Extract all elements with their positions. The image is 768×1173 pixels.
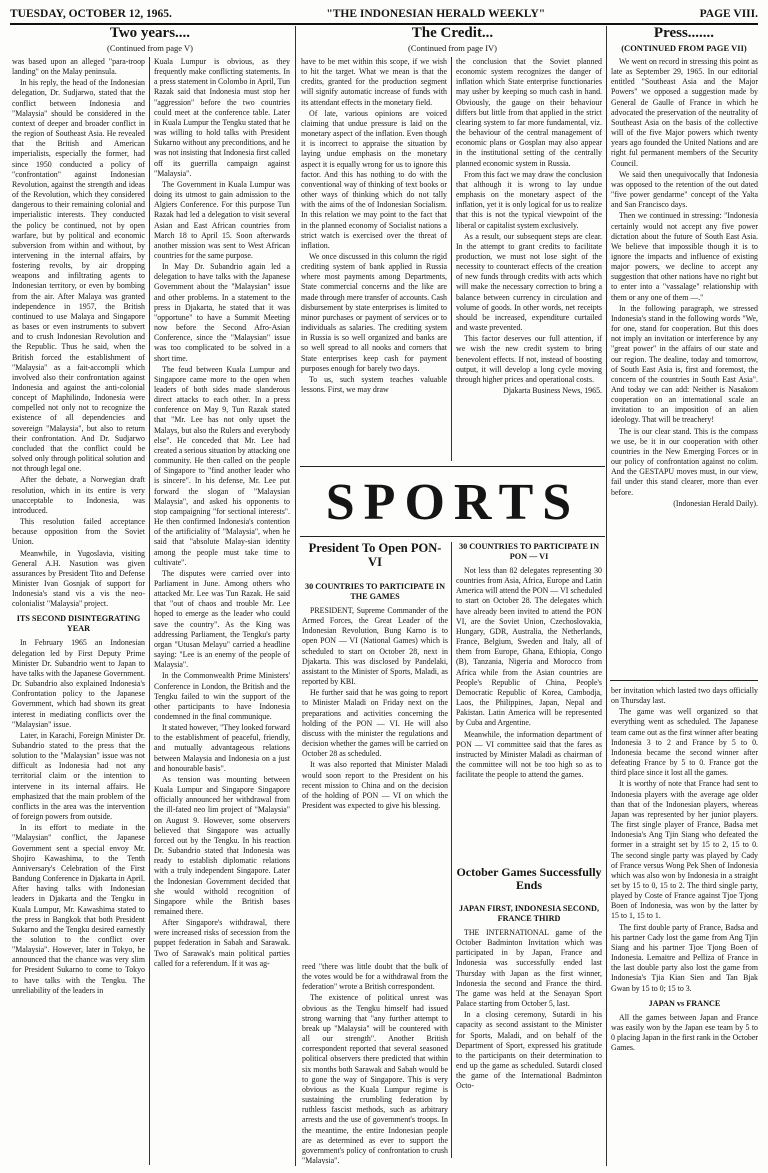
article-paragraph: Meanwhile, in Yugoslavia, visiting General A.H. Nasution was given assurances by President Tito and Defense Minister Ivan Gosnjak of support for Indonesia's stand vis a vis the neo-colonialist "Malaysia" project.: [12, 548, 145, 609]
article-paragraph: In February 1965 an Indonesian delegation led by First Deputy Prime Minister Dr. Subandrio went to Japan to have talks with the Japanese Government. Dr. Subandrio also explained Indonesia's Confrontation policy to the Japanese Government, which had shown its great interest in mediating conflicts over the "Malaysian" issue.: [12, 638, 145, 729]
article-paragraph: have to be met within this scope, if we wish to hit the target. What we mean is that the credits, granted for the production segment will signify automatic increase of funds with its attendant effects in the monetary field.: [301, 57, 447, 107]
article-paragraph: In its effort to mediate in the "Malaysian" conflict, the Japanese Government sent a special envoy Mr. Shojiro Kawashima, to the Tenth Anniversary's Celebration of the First Bandung Conference in Djakarta in April. After having talks with Indonesian leaders in Djakarta and the Tengku in Kuala Lumpur, Mr. Kawashima stated to the press in Bangkok that both President Sukarno and the Tengku desired earnestly the solution to the conflict over "Malaysia". However, later in Tokyo, he announced that the chance was very slim for President Sukarno to come to Tokyo to have talks with the Tengku. The unreliability of the leaders in: [12, 823, 145, 995]
credit-source: Djakarta Business News, 1965.: [503, 386, 602, 395]
article-paragraph: ber invitation which lasted two days officially on Thursday last.: [611, 686, 758, 706]
sports-top-rule: [300, 466, 605, 467]
article-paragraph: Later, in Karachi, Foreign Minister Dr. Subandrio stated to the press that the solution to the "Malaysian" issue was not difficult as Indonesia had not any territorial claim or the intention to intervene in its internal affairs. He emphasized that the main problem of the conflicts in the area was the intervention of foreign powers from outside.: [12, 730, 145, 822]
article-paragraph: Kuala Lumpur is obvious, as they frequently make conflicting statements. In a press statement in Colombo in April, Tun Razak said that Indonesia must stop her "aggression" before the two countries could meet at the conference table. Later in Kuala Lumpur the Tengku stated that he was willing to hold talks with President Sukarno without any preconditions, and he was not insisting that Indonesia first called off its guerrilla campaign against "Malaysia".: [154, 57, 290, 178]
article-paragraph: In May Dr. Subandrio again led a delegation to have talks with the Japanese Government about the "Malaysian" issue and other problems. In a statement to the press in Djakarta, he stated that it was "opportune" to have a Summit Meeting now before the Second Afro-Asian Conference, since the "Malaysian" issue was too complicated to be solved in a short time.: [154, 262, 290, 363]
article-paragraph: The first double party of France, Badsa and his partner Cady lost the game from Ang Tjin Siang and his partner Tjoe Tjong Boen of Indonesia. Lemaitre and Pelliza of France in the last double party also lost the game from Indonesia's Tjia Kian Sien and Tan Bjak Gwan by 15 to 0; 15 to 3.: [611, 922, 758, 993]
press-column: [611, 57, 758, 677]
column-divider: [451, 542, 452, 1158]
article-paragraph: the conclusion that the Soviet planned economic system recognizes the danger of inflation which State enterprise functionaries may usher by keeping so much cash in hand. Obviously, the gauge on their behaviour differs but little from that applied in the strict clearing system to far more fundamental, viz. the behaviour of the central management of economic plans or Gosplan may also appear in the institutional setting of the centrally planned economic system in Russia.: [456, 57, 602, 168]
masthead-date: TUESDAY, OCTOBER 12, 1965.: [10, 8, 172, 20]
article-paragraph: The game was well organized so that everything went as scheduled. The Japanese team came out as the first winner after beating Indonesia 3 to 2 and France by 5 to 0. Indonesia became the second winner after defeating France by 5 to 0. France got the third place since it lost all the games.: [611, 707, 758, 778]
article-paragraph: THE INTERNATIONAL game of the October Badminton Invitation which was participated in by Japan, France and Indonesia was successfully ended last Thursday with Japan as the first winner, Indonesia the second and France the third. The game was held at the Senayan Sport Palace starting from October 5, last.: [456, 928, 602, 1009]
article-paragraph: In the following paragraph, we stressed Indonesia's stand in the following words "We, for one, stand for cooperation. But this does not imply an invitation or interference by any "great power" in the affairs of our state and our region. The dealine, today and tomorrow, of South East Asia is, first and foremost, the concern of the countries in South East Asia". And today we can add: Neither is Nasakom cooperation on an international scale an invitation to an imposition of an alien ideology. That will be treachery!: [611, 303, 758, 425]
column-divider: [606, 26, 607, 1166]
japan-vs-france-heading: JAPAN vs FRANCE: [648, 998, 721, 1008]
article-paragraph: The Government in Kuala Lumpur was doing its utmost to gain admission to the Algiers Conference. For this purpose Tun Razak had led a delegation to visit several Asian and East African countries from March 18 to April 15. Soon afterwards another mission was sent to West African countries for the same purpose.: [154, 179, 290, 260]
pon-vi-headline: President To Open PON-VI: [308, 541, 442, 569]
sports-bottom-rule: [300, 536, 605, 537]
pon-vi-countries-heading: 30 COUNTRIES TO PARTICIPATE IN PON — VI: [459, 542, 599, 561]
credit-column-2: [456, 57, 602, 461]
masthead: [10, 6, 758, 22]
pon-vi-subheading: 30 COUNTRIES TO PARTICIPATE IN THE GAMES: [305, 582, 445, 601]
article-paragraph: As tension was mounting between Kuala Lumpur and Singapore Singapore officially announced her withdrawal from the ill-fated neo lim project of "Malaysia" on August 9. However, some observers believed that Singapore was actually forced out by the Tengku. In his reaction Dr. Subandrio stated that Indonesia was ready to establish diplomatic relations with a truly independent Singapore. Later the Indonesian Government decided that she would withold recognition of Singapore while the British bases remained there.: [154, 774, 290, 916]
article-paragraph: This resolution failed acceptance because opposition from the Soviet Union.: [12, 517, 145, 547]
press-continued: (CONTINUED FROM PAGE VII): [621, 43, 747, 53]
two-years-column-2: [154, 57, 290, 1167]
press-bottom-rule: [610, 680, 758, 681]
article-paragraph: From this fact we may draw the conclusion that although it is wrong to lay undue emphasis on the monetary aspect of the inflation, yet it is only logical for us to realize that this is not the typical viewpoint of the liberal or capitalist system exclusively.: [456, 169, 602, 230]
badminton-column: [456, 904, 602, 1164]
article-paragraph: As a result, our subsequent steps are clear. In the attempt to grant credits to facilitate production, we must not lose sight of the necessity to counteract effects of the creation of new funds through credits with acts which will make the necessary correction to bring a balance between currency in circulation and volume of goods. In other words, net receipts should be increased, expenditure curtailed and waste prevented.: [456, 231, 602, 333]
badminton-continuation-column: [611, 686, 758, 1164]
article-paragraph: We went on record in stressing this point as late as September 29, 1965. In our editorial entitled "Southeast Asia and the Major Powers" we opposed a suggestion made by General de Gaulle of France in which he advocated the preservation of the neutrality of Southeast Asia on the basis of the collective will of the five Major powers which twenty years ago founded the United Nations and are right ful permanent members of the Security Council.: [611, 57, 758, 168]
column-divider: [149, 57, 150, 1165]
article-paragraph: To us, such system teaches valuable lessons. First, we may draw: [301, 374, 447, 394]
article-paragraph: In the Commonwealth Prime Ministers' Conference in London, the British and the Tengku failed to win the support of the other participants to have Indonesia condemned in the final communique.: [154, 671, 290, 721]
malaysia-continuation-column: [302, 962, 448, 1164]
article-paragraph: After the debate, a Norwegian draft resolution, which in its entire is very unacceptable to Indonesia, was introduced.: [12, 475, 145, 515]
two-years-column-1: [12, 57, 145, 1167]
article-paragraph: We said then unequivocally that Indonesia was opposed to the retention of the out dated "five power gendarme" concept of the Yalta and San Francisco days.: [611, 169, 758, 210]
october-games-headline: October Games Successfully Ends: [456, 865, 602, 892]
credit-continued: (Continued from page IV): [408, 43, 497, 53]
article-paragraph: PRESIDENT, Supreme Commander of the Armed Forces, the Great Leader of the Indonesian Revolution, Bung Karno is to open PON — VI (National Games) which is scheduled to start on October 28, next in Djakarta. This was disclosed by Pandelaki, assistant to the Minister of Sports, Maladi, as reported by KBI.: [302, 606, 448, 687]
article-paragraph: All the games between Japan and France was easily won by the Japan ese team by 5 to 0 placing Japan in the first rank in the October Games.: [611, 1012, 758, 1053]
article-paragraph: This factor deserves our full attention, if we wish the new credit system to bring benevolent effects. If not, instead of boosting output, it will develop a long cycle moving through higher prices and operational costs.: [456, 334, 602, 384]
article-paragraph: Meanwhile, the information department of PON — VI committee said that the fares as instructed by Minister Maladi as chairman of the committee will not be too high so as to facilitate the people to attend the games.: [456, 729, 602, 780]
article-paragraph: Not less than 82 delegates representing 30 countries from Asia, Africa, Europe and Latin America will attend the PON — VI scheduled to start on October 28. The delegates which have already been invited to attend the PON VI, are the Soviet Union, Czechoslovakia, Hungary, GDR, Australia, the Netherlands, France, Belgium, Sweden and Italy, all of them from Europe, Ghana, Ethiopia, Congo (B), Tanzania, Nigeria and Morocco from Africa while from the Asian countries are People's Republic of China, People's Democratic Republic of Korea, Cambodja, Laos, the Philippines, Japan, Nepal and Pakistan. Latin America will be represented by Cuba and Argentine.: [456, 566, 602, 728]
pon-vi-column-2: [456, 542, 602, 860]
article-paragraph: The disputes were carried over into Parliament in June. Among others who attacked Mr. Lee was Tun Razak. He said that "out of chaos and trouble Mr. Lee hoped to emerge as the leader who could save the country". As the King was addressing Parliament, the Tengku's party organ "Utusan Melayu" carried a headline saying: "Lee is an enemy of the people of Malaysia".: [154, 568, 290, 670]
two-years-continued: (Continued from page V): [106, 43, 193, 53]
credit-title: The Credit...: [411, 25, 494, 41]
article-paragraph: Then we continued in stressing: "Indonesia certainly would not accept any five power dictation about the future of South East Asia. We believe that impossible though it is to ignore the impacts and influence of existing major powers, we decline to accept any suggestion that other nations have no right but to enter into a "vassalage" relationship with them or any one of them —.": [611, 211, 758, 302]
column-divider: [295, 26, 296, 1166]
article-paragraph: We once discussed in this column the rigid crediting system of bank applied in Russia where most payments among Departments, State commercial concerns and the like are made through mere transfer of accounts. Cash disbursement by state enterprises is limited to minor purchases or payment of services or to individuals as salaries. The crediting system in Russia is so well organized and banks are so well spread to all nooks and corners that State enterprises keep cash for payment purposes enough for barely two days.: [301, 251, 447, 373]
article-paragraph: It is worthy of note that France had sent to Indonesia players with the average age older than that of the Indonesian players, whereas Japan was represented by her junior players. The first single player of France, Badsa met Indonesia's Ang Tjin Siang who defeated the former in a straight set by 15 to 2, 15 to 0. The second single party was played by Cady of France versus Wong Pek Shen of Indonesia which was also won by Indonesia in a straight set by 15 to 0, 15 to 2. The third single party, played by Coste of France against Tjoe Tjong Boen of Indonesia, was won by the latter by 15 to 1, 15 to 1.: [611, 779, 758, 921]
masthead-paper-name: "THE INDONESIAN HERALD WEEKLY": [326, 8, 546, 20]
article-paragraph: After Singapore's withdrawal, there were increased risks of secession from the puppet federation in Sabah and Sarawak. Two of Sarawak's main political parties called for a referendum. If it was ag-: [154, 918, 290, 968]
article-paragraph: The is our clear stand. This is the compass we use, be it in our cooperation with other countries in the New Emerging Forces or in our policy of confrontation against no colim. And the GESTAPU moves must, in our view, fail under this stand clearer, more than ever before.: [611, 426, 758, 497]
sports-banner: SPORTS: [325, 474, 581, 531]
japan-first-heading: JAPAN FIRST, INDONESIA SECOND, FRANCE THIRD: [458, 904, 600, 923]
second-year-heading: ITS SECOND DISINTEGRATING YEAR: [16, 614, 141, 634]
masthead-page-number: PAGE VIII.: [699, 8, 758, 20]
article-paragraph: The feud between Kuala Lumpur and Singapore came more to the open when leaders of both sides made slanderous direct attacks to each other. In a press conference on May 9, Tun Razak stated that "Mr. Lee has not only upset the Malays, but also the Rulers and everybody else". He conceded that Mr. Lee had created a serious situation by attacking one community. He then called on the people of Singapore to "find another leader who is sincere". In his defense, Mr. Lee put forward the slogan of "Malaysian Malaysia", and asked his opponents to stop campaigning "for sectional interests". He then confirmed Indonesia's contention of the artificiality of "Malaysia", when he said that "absolute Malay-sian identity among the people must take time to cultivate".: [154, 364, 290, 567]
pon-vi-column-1: [302, 582, 448, 957]
article-paragraph: was based upon an alleged "para-troop landing" on the Malay peninsula.: [12, 57, 145, 77]
article-paragraph: It stated however, "They looked forward to the establishment of peaceful, friendly, and mutually advantageous relations between Malaysia and Indonesia on a just and honourable basis".: [154, 723, 290, 773]
article-paragraph: It was also reported that Minister Maladi would soon report to the President on his recent mission to China and on the decision of the holding of PON — VI on which the President was expected to give his blessing.: [302, 760, 448, 810]
article-paragraph: In his reply, the head of the Indonesian delegation, Dr. Sudjarwo, stated that the conflict between Indonesia and "Malaysia" should be considered in the context of deeper and broader conflict in the region of Southeast Asia. He revealed that the British and American imperialists, especially the former, had since 1950 conducted a policy of "confrontation" against Indonesian Revolution, against the strength and ideas of the Revolution, which they considered dangerous to their remaining colonial and imperialistic interests. They conducted the policy be continued, not by open warfare, but by political and economic subversion from within and without, by intervening in the internal affairs, by fostering revolts, by air dropping weapons and infiltrating agents to Indonesian territory, or even by bombing from the air. After Malaya was granted independence in 1957, the British continued to use Malaya and Singapore as bases or even instruments to subvert and to crush Indonesian Revolution and the Republic. Thus he said, when the British forced the establishment of "Malaysia" as a fait-accompli which involved also their confrontation against Indonesia and against the anti-colonial concept of Maphilindo, Indonesia were compelled not only not to recognize the existence of all dependencies and sovereign "Malaysia", but also to return their confrontation. And Dr. Sudjarwo concluded that the conflict could be solved only through political solution and not through legal one.: [12, 78, 145, 474]
article-paragraph: reed "there was little doubt that the bulk of the votes would be for a withdrawal from the federation" wrote a British correspondent.: [302, 962, 448, 992]
credit-column-1: [301, 57, 447, 461]
press-source: (Indonesian Herald Daily).: [673, 498, 758, 508]
article-paragraph: Of late, various opinions are voiced claiming that undue pressure is laid on the monetary aspect of the inflation. Even though it is incorrect to appraise the situation by laying undue emphasis on the monetary aspect it is equally wrong for us to ignore this factor. And this has nothing to do with the conventional way of thinking of text books or other ways of thinking which do not tally with the aims of the of Indonesian Socialism. In this relation we may point to the fact that in the planned economy of Socialist nations a strict watch is exercised over the threat of inflation.: [301, 108, 447, 250]
article-paragraph: He further said that he was going to report to Minister Maladi on Friday next on the preparations and activities concerning the holding of the PON — VI. He will also discuss with the minister the regulations and decision whether the games will be carried on October 28 as scheduled.: [302, 688, 448, 759]
column-divider: [451, 57, 452, 461]
article-paragraph: In a closing ceremony, Sutardi in his capacity as second assistant to the Minister for Sports, Maladi, and on behalf of the Department of Sport, expressed his gratitude to the participants on their determination to end up the game as scheduled. Sutardi closed the game of the International Badminton Octo-: [456, 1010, 602, 1091]
article-paragraph: The existence of political unrest was obvious as the Tengku himself had issued strong warning that "any further attempt to break up "Malaysia" will be countered with all our strength". Another British correspondent reported that several seasoned political observers there predicted that within six months both Sarawak and Sabah would be to gone the way of Singapore. This is very obvious as the Kuala Lumpur regime is sustaining the crumbling federation by ruthless fascist methods, such as arbitrary arrests and the use of government's troops. In the meantime, the entire Indonesian people are as determined as ever to support the government's policy of confrontation to crush "Malaysia".: [302, 993, 448, 1164]
press-title: Press.......: [653, 25, 715, 41]
two-years-title: Two years....: [109, 25, 191, 41]
